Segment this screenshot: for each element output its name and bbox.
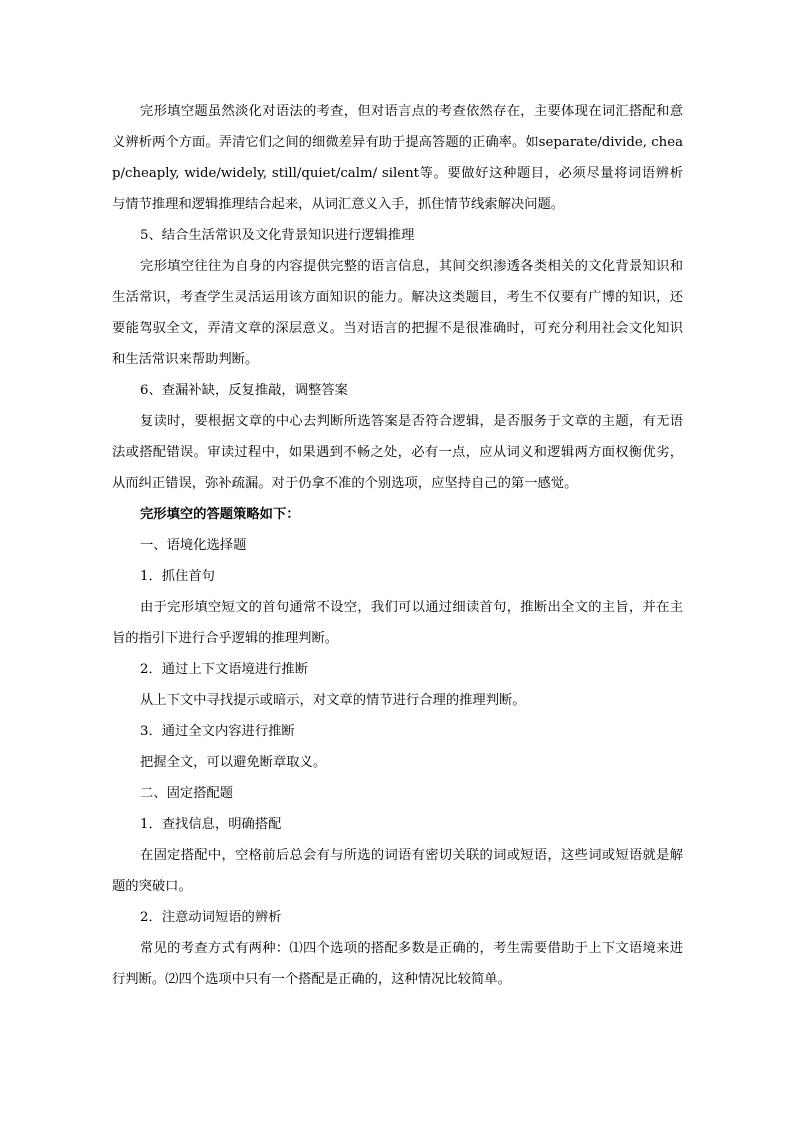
subheading-1-3: 3．通过全文内容进行推断 [140,724,295,739]
heading-5: 5、结合生活常识及文化背景知识进行逻辑推理 [140,228,415,243]
heading-6: 6、查漏补缺，反复推敲，调整答案 [140,383,348,398]
paragraph-review: 复读时，要根据文章的中心去判断所选答案是否符合逻辑，是否服务于文章的主题，有无语法或搭配错误。审读过程中，如果遇到不畅之处，必有一点，应从词义和逻辑两方面权衡优劣，从而纠正错误，弥补疏漏。对于仍拿不准的个别选项，应坚持自己的第一感觉。 [112,414,683,491]
subheading-1-1: 1．抓住首句 [140,569,215,584]
paragraph-collocation: 在固定搭配中，空格前后总会有与所选的词语有密切关联的词或短语，这些词或短语就是解题的突破口。 [112,848,683,894]
paragraph-context: 从上下文中寻找提示或暗示，对文章的情节进行合理的推理判断。 [140,693,526,708]
strategy-title: 完形填空的答题策略如下： [140,507,300,522]
document-page [112,96,683,995]
section-2-heading: 二、固定搭配题 [140,786,234,801]
subheading-2-1: 1．查找信息，明确搭配 [140,817,282,832]
paragraph-first-sentence: 由于完形填空短文的首句通常不设空，我们可以通过细读首句，推断出全文的主旨，并在主旨的指引下进行合乎逻辑的推理判断。 [112,600,683,646]
paragraph-vocabulary: 完形填空题虽然淡化对语法的考查，但对语言点的考查依然存在，主要体现在词汇搭配和意义辨析两个方面。弄清它们之间的细微差异有助于提高答题的正确率。如separate/divide, cheap/cheaply, wide/widely, still/quiet/calm/ silent等。要做好这种题目，必须尽量将词语辨析与情节推理和逻辑推理结合起来，从词汇意义入手，抓住情节线索解决问题。 [112,104,683,212]
paragraph-culture: 完形填空往往为自身的内容提供完整的语言信息，其间交织渗透各类相关的文化背景知识和生活常识，考查学生灵活运用该方面知识的能力。解决这类题目，考生不仅要有广博的知识，还要能驾驭全文，弄清文章的深层意义。当对语言的把握不是很准确时，可充分利用社会文化知识和生活常识来帮助判断。 [112,259,683,367]
subheading-1-2: 2．通过上下文语境进行推断 [140,662,309,677]
subheading-2-2: 2．注意动词短语的辨析 [140,910,282,925]
paragraph-verb-phrases: 常见的考查方式有两种：⑴四个选项的搭配多数是正确的，考生需要借助于上下文语境来进行判断。⑵四个选项中只有一个搭配是正确的，这种情况比较简单。 [112,941,683,987]
section-1-heading: 一、语境化选择题 [140,538,247,553]
paragraph-whole-text: 把握全文，可以避免断章取义。 [140,755,327,770]
